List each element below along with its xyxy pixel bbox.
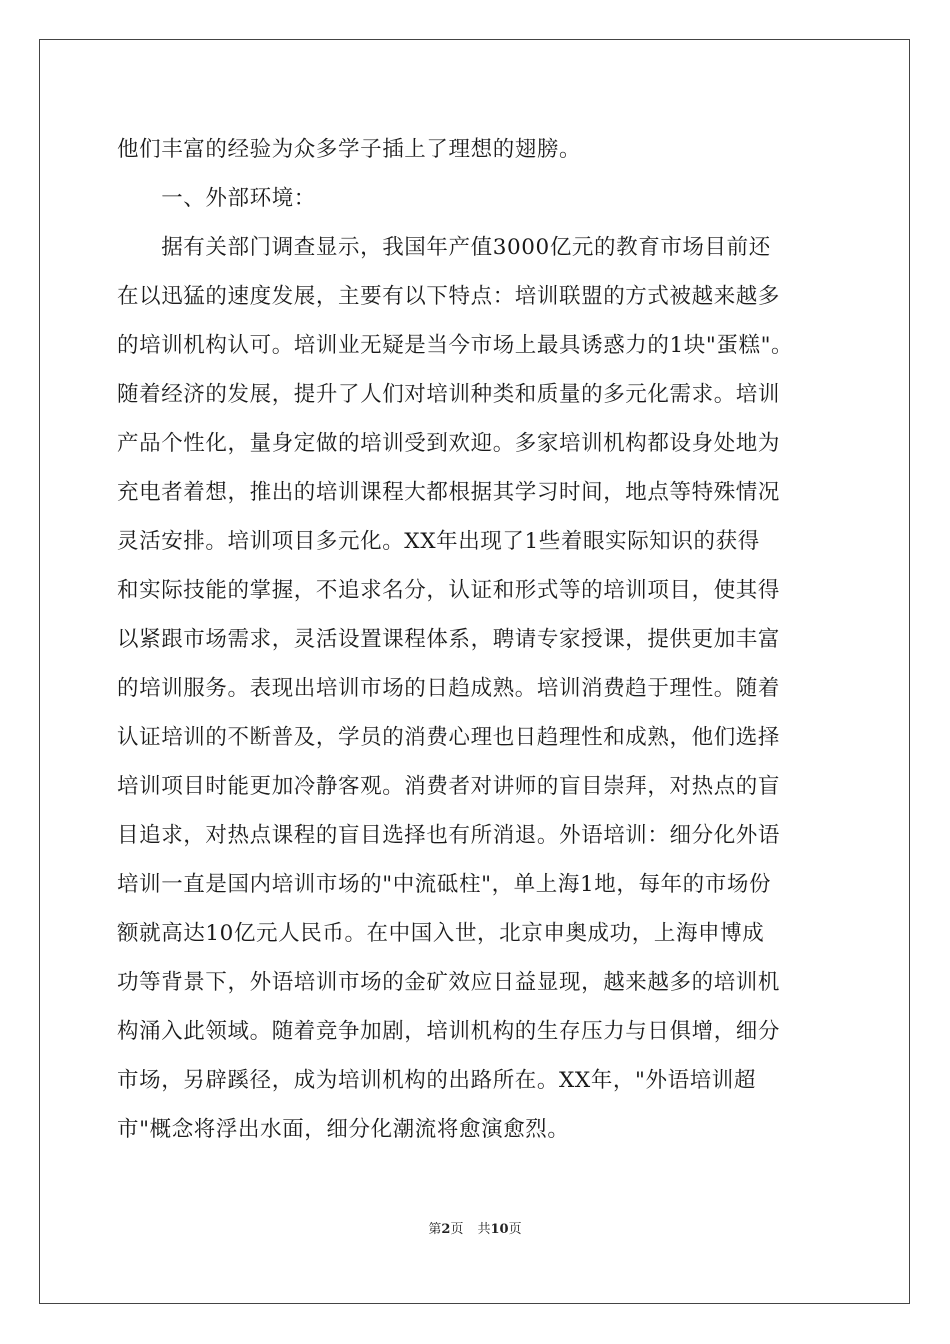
- page-footer: [0, 1218, 950, 1237]
- text-line: 培训项目时能更加冷静客观。消费者对讲师的盲目崇拜，对热点的盲: [117, 774, 781, 799]
- text-line: 和实际技能的掌握，不追求名分，认证和形式等的培训项目，使其得: [117, 578, 781, 603]
- text-line: 额就高达10亿元人民币。在中国入世，北京申奥成功，上海申博成: [117, 921, 765, 946]
- text-line: 市"概念将浮出水面，细分化潮流将愈演愈烈。: [117, 1117, 570, 1142]
- section-heading: 一、外部环境：: [117, 186, 316, 211]
- page-suffix: 页: [450, 1222, 464, 1237]
- text-line: 他们丰富的经验为众多学子插上了理想的翅膀。: [117, 137, 582, 162]
- text-line: 功等背景下，外语培训市场的金矿效应日益显现，越来越多的培训机: [117, 970, 781, 995]
- text-line: 构涌入此领域。随着竞争加剧，培训机构的生存压力与日俱增，细分: [117, 1019, 781, 1044]
- text-line: 市场，另辟蹊径，成为培训机构的出路所在。XX年，"外语培训超: [117, 1068, 757, 1093]
- total-pages: 10: [490, 1222, 509, 1237]
- text-line: 的培训机构认可。培训业无疑是当今市场上最具诱惑力的1块"蛋糕"。: [117, 333, 794, 358]
- total-suffix: 页: [508, 1222, 522, 1237]
- text-line: 目追求，对热点课程的盲目选择也有所消退。外语培训：细分化外语: [117, 823, 781, 848]
- text-line: 充电者着想，推出的培训课程大都根据其学习时间，地点等特殊情况: [117, 480, 781, 505]
- text-line: 以紧跟市场需求，灵活设置课程体系，聘请专家授课，提供更加丰富: [117, 627, 781, 652]
- text-line: 灵活安排。培训项目多元化。XX年出现了1些着眼实际知识的获得: [117, 529, 760, 554]
- text-line: 认证培训的不断普及，学员的消费心理也日趋理性和成熟，他们选择: [117, 725, 781, 750]
- text-line: 产品个性化，量身定做的培训受到欢迎。多家培训机构都设身处地为: [117, 431, 781, 456]
- total-prefix: 共: [477, 1222, 491, 1237]
- text-line: 在以迅猛的速度发展，主要有以下特点：培训联盟的方式被越来越多: [117, 284, 781, 309]
- page-prefix: 第: [428, 1222, 442, 1237]
- text-line: 随着经济的发展，提升了人们对培训种类和质量的多元化需求。培训: [117, 382, 781, 407]
- page-number: 2: [441, 1222, 451, 1237]
- text-line: 的培训服务。表现出培训市场的日趋成熟。培训消费趋于理性。随着: [117, 676, 781, 701]
- text-line: 培训一直是国内培训市场的"中流砥柱"，单上海1地，每年的市场份: [117, 872, 772, 897]
- text-line: 据有关部门调查显示，我国年产值3000亿元的教育市场目前还: [117, 235, 771, 260]
